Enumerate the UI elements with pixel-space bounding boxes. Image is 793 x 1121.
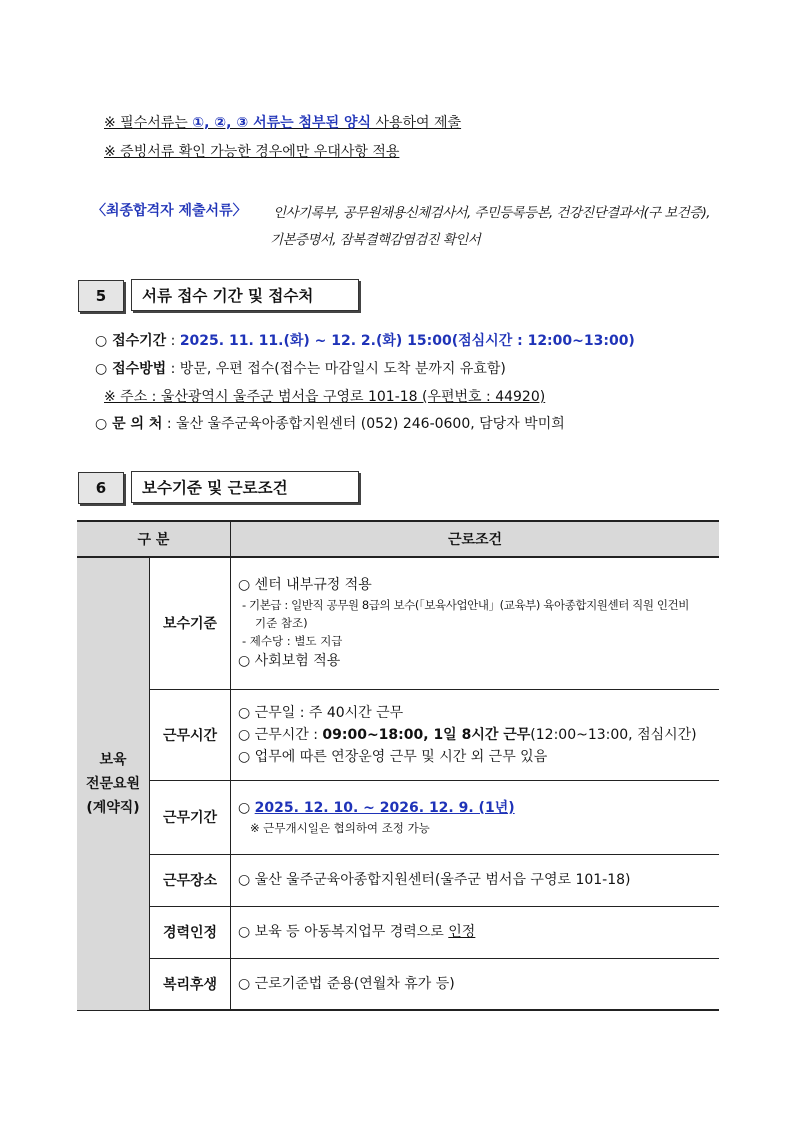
- pay-sub1b: 기준 참조): [255, 616, 308, 631]
- position-line1: 보육: [99, 751, 127, 768]
- welfare-label: 복리후생: [150, 958, 231, 1010]
- hours-label: 근무시간: [150, 689, 231, 780]
- term-note: ※ 근무개시일은 협의하여 조정 가능: [250, 821, 430, 835]
- term-bullet: ○: [238, 800, 255, 816]
- career-label: 경력인정: [150, 906, 231, 958]
- pay-label: 보수기준: [150, 557, 231, 689]
- hours-line2-prefix: ○ 근무시간 :: [238, 726, 323, 743]
- working-conditions-table: [77, 520, 719, 1011]
- contact-label: ○ 문 의 처: [95, 416, 163, 432]
- section5-title: 서류 접수 기간 및 접수처: [131, 279, 359, 311]
- hours-line1: ○ 근무일 : 주 40시간 근무: [238, 704, 404, 721]
- table-row: [77, 958, 719, 1010]
- career-value-recognized: 인정: [448, 924, 476, 940]
- final-docs-line1: 인사기록부, 공무원채용신체검사서, 주민등록등본, 건강진단결과서(구 보건증),: [273, 205, 710, 221]
- receipt-period-sep: :: [166, 333, 180, 349]
- table-row: [77, 557, 719, 689]
- receipt-period-label: ○ 접수기간: [95, 333, 167, 349]
- position-line2: 전문요원: [85, 775, 141, 792]
- final-docs-line2: 기본증명서, 잠복결핵감염검진 확인서: [270, 232, 481, 248]
- receipt-method-label: ○ 접수방법: [95, 361, 167, 377]
- pay-content: [231, 557, 720, 689]
- table-row: [77, 780, 719, 854]
- pay-line1: ○ 센터 내부규정 적용: [238, 577, 372, 594]
- required-docs-prefix: ※ 필수서류는: [104, 115, 193, 131]
- term-label: 근무기간: [150, 780, 231, 854]
- table-row: [77, 906, 719, 958]
- section5-number: 5: [78, 280, 124, 312]
- required-docs-suffix: 사용하여 제출: [371, 115, 462, 131]
- career-value-prefix: ○ 보육 등 아동복지업무 경력으로: [238, 924, 449, 940]
- table-row: [77, 854, 719, 906]
- career-content: [231, 906, 720, 958]
- welfare-value: ○ 근로기준법 준용(연월차 휴가 등): [231, 958, 720, 1010]
- place-value: ○ 울산 울주군육아종합지원센터(울주군 범서읍 구영로 101-18): [231, 854, 720, 906]
- position-group-cell: [77, 557, 150, 1010]
- hours-line2-suffix: (12:00~13:00, 점심시간): [530, 726, 697, 743]
- position-line3: (계약직): [86, 799, 140, 816]
- pay-sub1a: - 기본급 : 일반직 공무원 8급의 보수(「보육사업안내」(교육부) 육아종합지원센터 직원 인건비: [242, 598, 689, 613]
- receipt-method: [95, 358, 506, 378]
- hours-content: [231, 689, 720, 780]
- header-conditions: 근로조건: [231, 521, 720, 557]
- header-category: 구 분: [77, 521, 231, 557]
- term-line: [238, 797, 719, 819]
- hours-line2: [238, 724, 719, 746]
- preference-note: ※ 증빙서류 확인 가능한 경우에만 우대사항 적용: [104, 144, 400, 160]
- place-label: 근무장소: [150, 854, 231, 906]
- required-docs-marks: ①, ②, ③ 서류는 첨부된 양식: [192, 115, 372, 131]
- receipt-method-value: : 방문, 우편 접수(접수는 마감일시 도착 분까지 유효함): [166, 361, 506, 377]
- receipt-period-value: 2025. 11. 11.(화) ~ 12. 2.(화) 15:00(점심시간 : 12:00~13:00): [179, 333, 635, 349]
- section6-title: 보수기준 및 근로조건: [131, 471, 359, 503]
- table-header-row: [77, 521, 719, 557]
- term-content: [231, 780, 720, 854]
- pay-line2: ○ 사회보험 적용: [238, 653, 341, 670]
- hours-line2-bold: 09:00~18:00, 1일 8시간 근무: [322, 726, 531, 743]
- contact-value: : 울산 울주군육아종합지원센터 (052) 246-0600, 담당자 박미희: [162, 416, 565, 432]
- contact: [95, 413, 565, 433]
- hours-line3: ○ 업무에 따른 연장운영 근무 및 시간 외 근무 있음: [238, 748, 548, 765]
- required-docs-note: [104, 112, 461, 132]
- receipt-address: ※ 주소 : 울산광역시 울주군 범서읍 구영로 101-18 (우편번호 : 44920): [104, 389, 546, 405]
- pay-sub2: - 제수당 : 별도 지급: [242, 634, 343, 649]
- final-docs-label: 〈최종합격자 제출서류〉: [92, 203, 247, 219]
- term-value: 2025. 12. 10. ~ 2026. 12. 9. (1년): [254, 800, 515, 816]
- table-row: [77, 689, 719, 780]
- section6-number: 6: [78, 472, 124, 504]
- receipt-period: [95, 330, 635, 350]
